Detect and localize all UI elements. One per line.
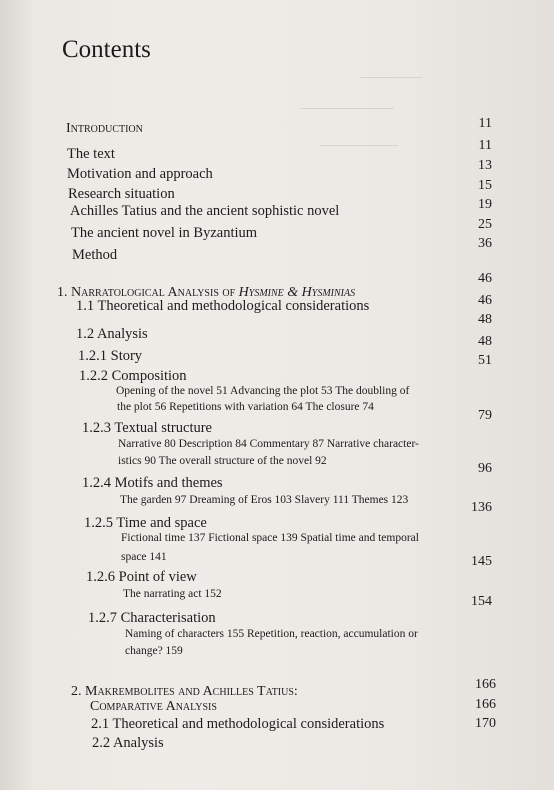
toc-entry: The text (67, 146, 115, 162)
toc-entry: 1.1 Theoretical and methodological considerations (76, 298, 370, 314)
toc-page: 48 (478, 312, 492, 327)
toc-subentries: Fictional time 137 Fictional space 139 Spatial time and temporal (121, 532, 419, 544)
show-through-text: ────────── (320, 140, 398, 152)
show-through-text: ──────────── (300, 103, 394, 115)
toc-subentries: the plot 56 Repetitions with variation 64 The closure 74 (117, 401, 374, 413)
toc-entry: 1.2.5 Time and space (84, 515, 207, 531)
toc-page: 166 (475, 697, 496, 712)
toc-entry: 1.2.6 Point of view (86, 569, 197, 585)
toc-entry: 1.2.4 Motifs and themes (82, 475, 223, 491)
toc-page: 154 (471, 594, 492, 609)
toc-page: 48 (478, 334, 492, 349)
toc-subentries: Narrative 80 Description 84 Commentary 87 Narrative character- (118, 438, 419, 450)
chapter-2-heading (71, 684, 298, 700)
toc-entry: Motivation and approach (67, 166, 213, 182)
toc-entry: Achilles Tatius and the ancient sophistic novel (70, 203, 340, 219)
toc-subentries: Opening of the novel 51 Advancing the plot 53 The doubling of (116, 385, 410, 397)
toc-subentries: The garden 97 Dreaming of Eros 103 Slavery 111 Themes 123 (120, 494, 409, 506)
toc-entry: 1.2.2 Composition (79, 368, 187, 384)
toc-subentries: change? 159 (125, 645, 183, 657)
toc-entry: Research situation (68, 186, 175, 202)
toc-page: 145 (471, 554, 492, 569)
toc-page: 46 (478, 271, 492, 286)
toc-entry: 1.2.1 Story (78, 348, 143, 364)
page-title: Contents (62, 36, 151, 63)
intro-heading: Introduction (66, 121, 143, 136)
toc-entry: The ancient novel in Byzantium (71, 225, 258, 241)
chapter-number: 1. (57, 285, 68, 300)
toc-page: 19 (478, 197, 492, 212)
toc-page: 15 (478, 178, 492, 193)
chapter-title-italic: Hysmine & Hysminias (238, 285, 356, 300)
toc-page: 51 (478, 353, 492, 368)
toc-entry: 1.2.7 Characterisation (88, 610, 216, 626)
toc-page: 96 (478, 461, 492, 476)
chapter-title: Makrembolites and Achilles Tatius: (85, 684, 298, 699)
toc-subentries: istics 90 The overall structure of the novel 92 (118, 455, 327, 467)
show-through-text: ──────── (360, 72, 423, 84)
toc-page: 11 (478, 138, 492, 153)
toc-subentries: The narrating act 152 (123, 588, 222, 600)
toc-page: 46 (478, 293, 492, 308)
intro-heading-page: 11 (478, 116, 492, 131)
toc-page: 136 (471, 500, 492, 515)
toc-entry: 2.1 Theoretical and methodological considerations (91, 716, 385, 732)
toc-entry: 1.2 Analysis (76, 326, 148, 342)
toc-entry: 1.2.3 Textual structure (82, 420, 212, 436)
chapter-number: 2. (71, 684, 82, 699)
toc-page: 170 (475, 716, 496, 731)
toc-page: 166 (475, 677, 496, 692)
chapter-title-line2: Comparative Analysis (90, 699, 217, 714)
chapter-title: Narratological Analysis of (71, 285, 236, 300)
toc-page: 36 (478, 236, 492, 251)
toc-page: 25 (478, 217, 492, 232)
toc-entry: 2.2 Analysis (92, 735, 164, 751)
toc-entry: Method (72, 247, 118, 263)
toc-page: 13 (478, 158, 492, 173)
toc-subentries: Naming of characters 155 Repetition, reaction, accumulation or (125, 628, 418, 640)
toc-subentries: space 141 (121, 551, 167, 563)
toc-page: 79 (478, 408, 492, 423)
